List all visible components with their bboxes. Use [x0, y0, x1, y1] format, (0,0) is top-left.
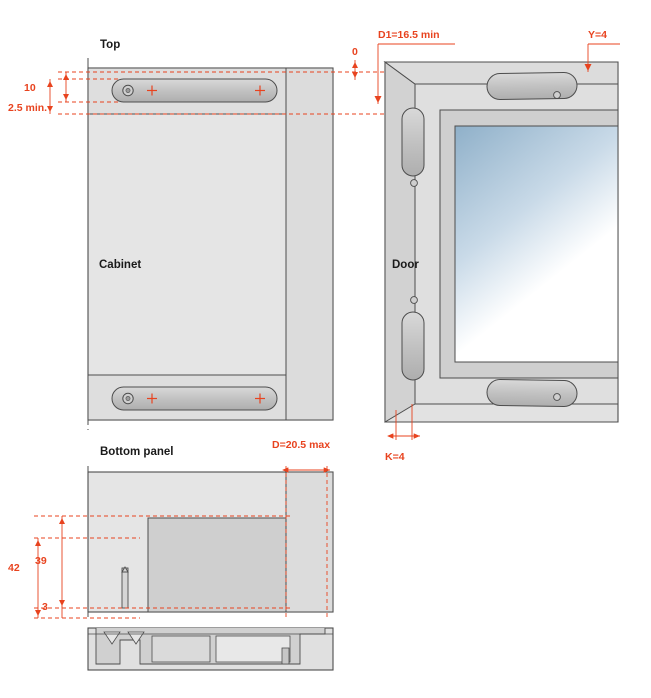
- door-view-geometry: [385, 62, 618, 422]
- dimension-label-d: D=20.5 max: [272, 439, 331, 451]
- dimension-label-39: 39: [35, 555, 47, 567]
- dimension-label-k: K=4: [385, 451, 405, 463]
- dimension-label-10: 10: [24, 82, 36, 94]
- dimension-label-d1: D1=16.5 min: [378, 29, 440, 41]
- dimension-label-y: Y=4: [588, 29, 607, 41]
- bottom-panel-view-geometry: [88, 466, 333, 670]
- dimension-label-42: 42: [8, 562, 20, 574]
- dimension-label-2-5-min: 2.5 min.: [8, 102, 48, 114]
- view-label-door: Door: [392, 259, 419, 271]
- view-label-cabinet: Cabinet: [99, 259, 142, 271]
- dimension-label-zero: 0: [352, 46, 358, 58]
- dimension-label-3: 3: [42, 601, 48, 613]
- view-label-bottom-panel: Bottom panel: [100, 446, 174, 458]
- view-label-top: Top: [100, 39, 121, 51]
